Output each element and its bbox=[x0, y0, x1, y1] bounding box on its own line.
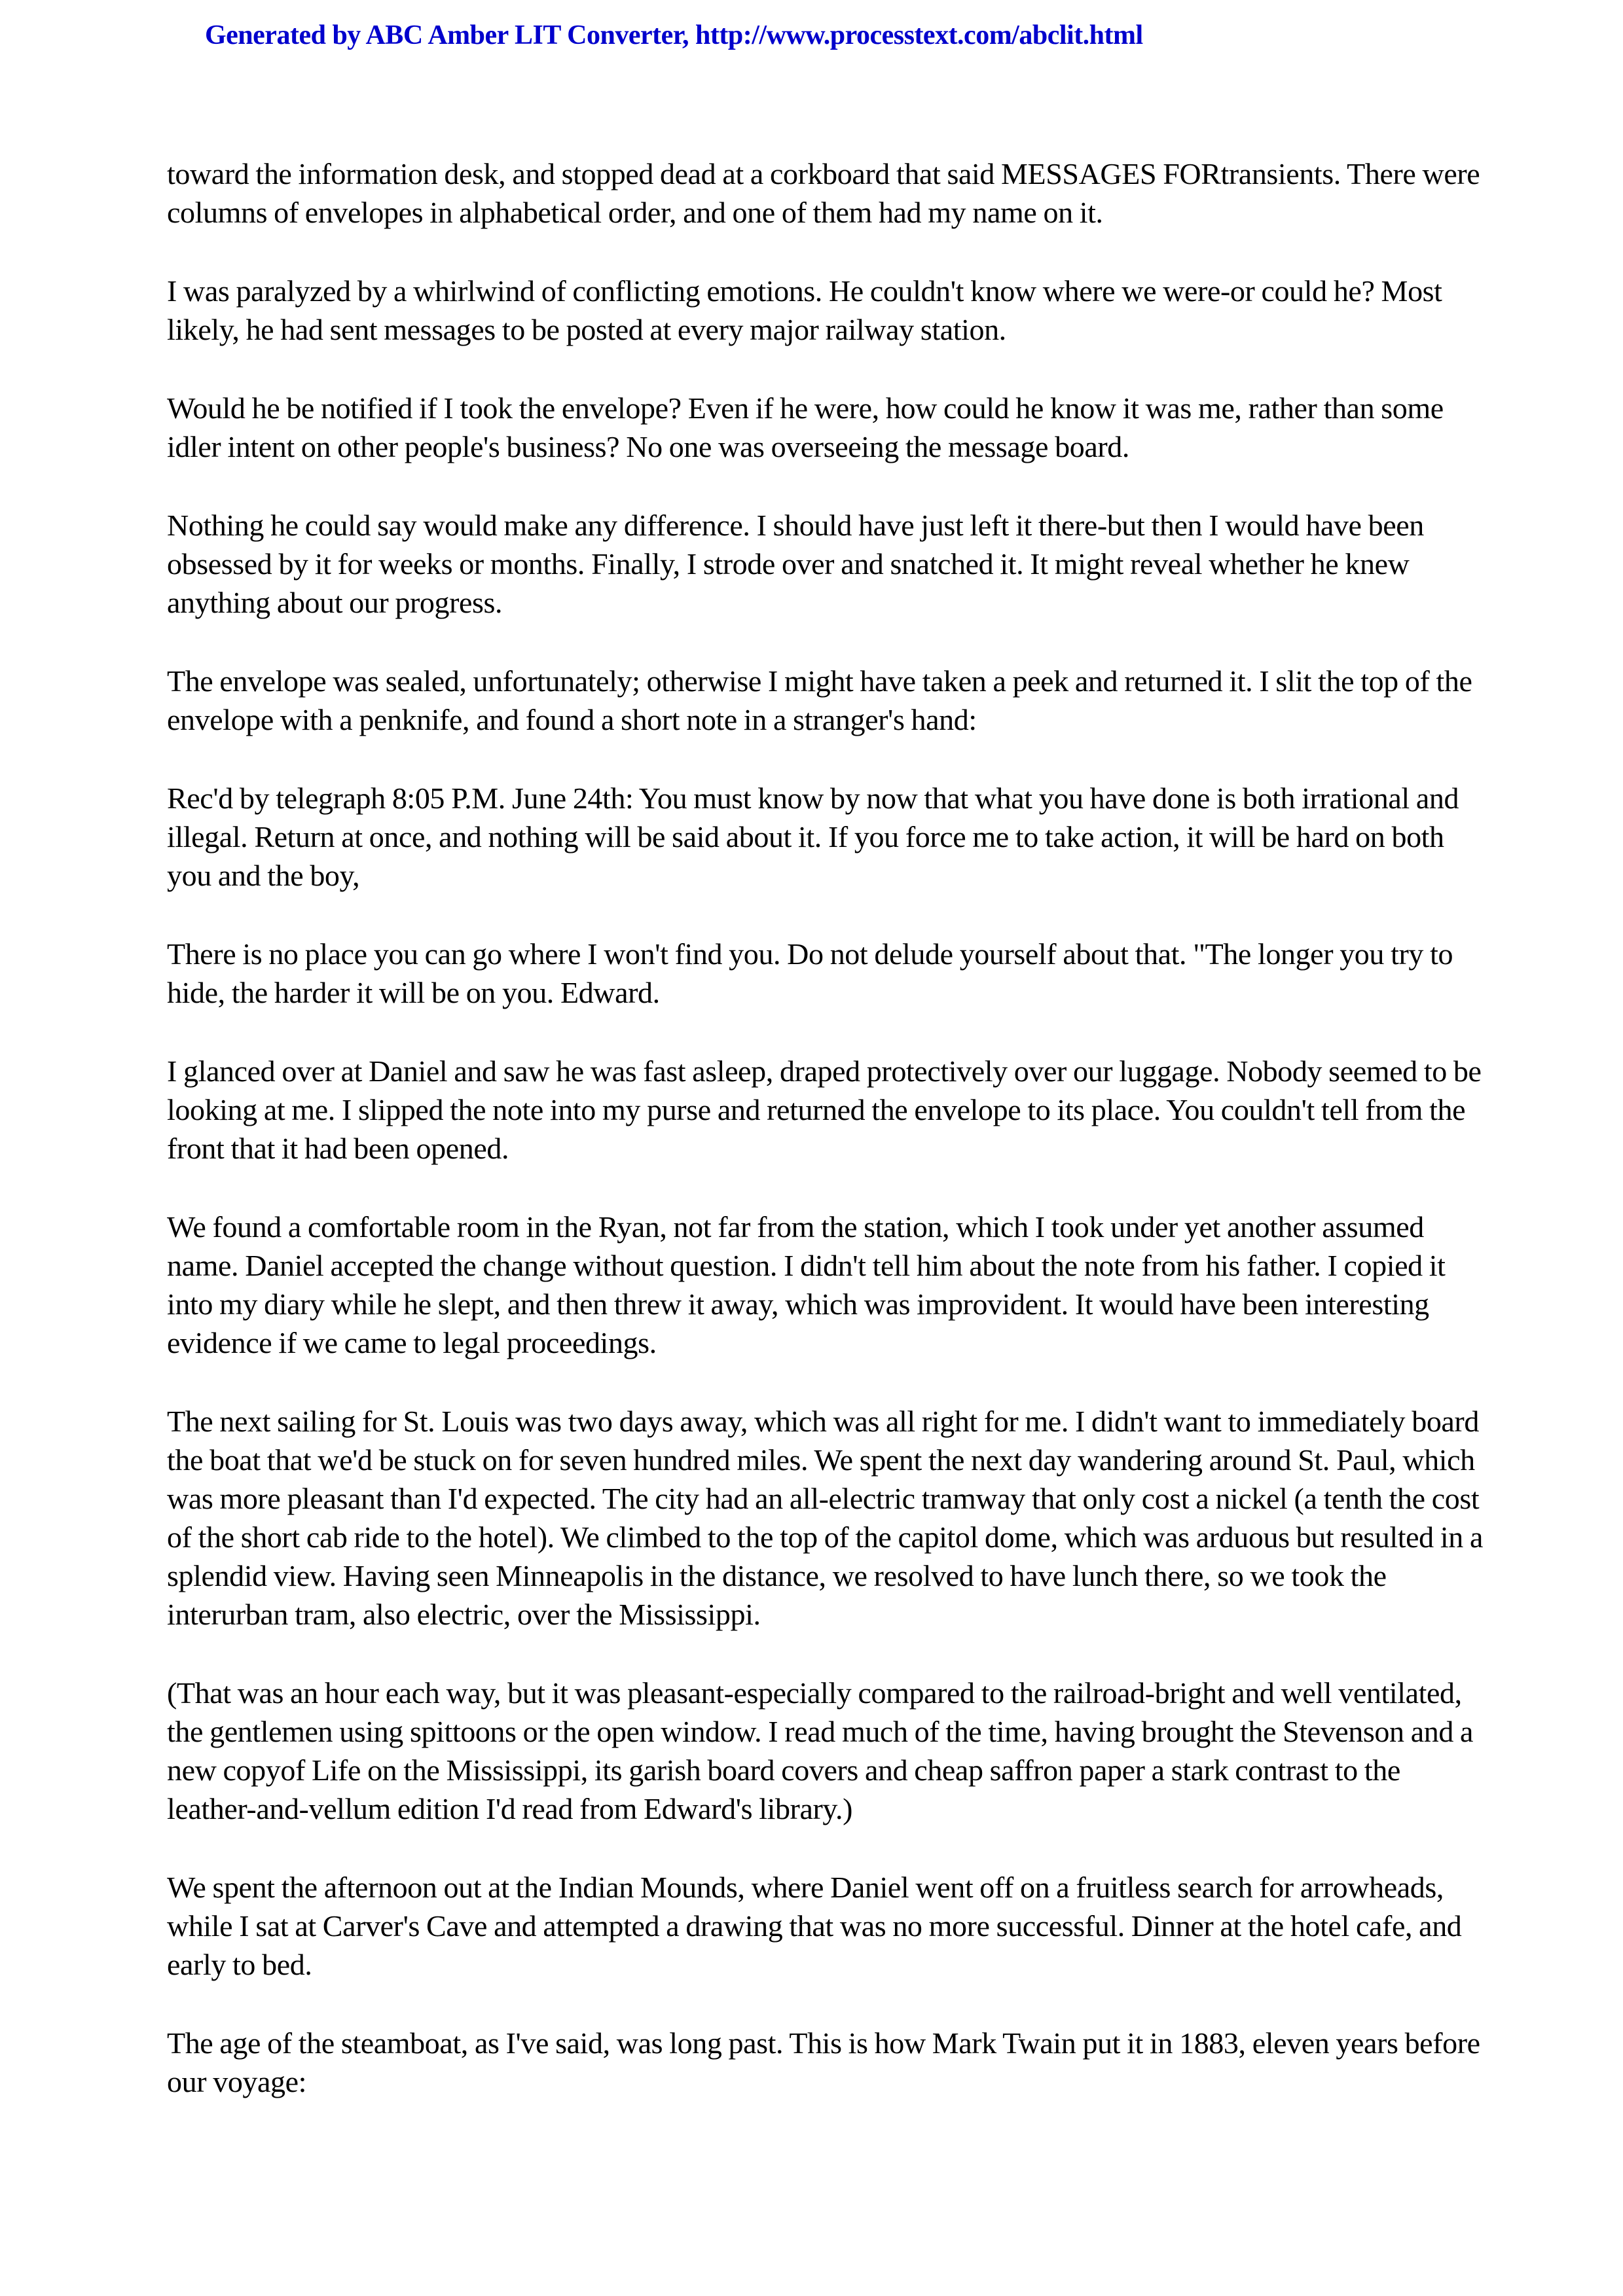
paragraph-6: Rec'd by telegraph 8:05 P.M. June 24th: You must know by now that what you have done is both irrational and illegal. Return at once, and nothing will be said about it. If you force me to take action, it will be hard on both you and the boy, bbox=[167, 781, 1459, 892]
paragraph-9: We found a comfortable room in the Ryan, not far from the station, which I took under yet another assumed name. Daniel accepted the change without question. I didn't tell him about the note from his father. I copied it into my diary while he slept, and then threw it away, which was improvident. It would have been interesting evidence if we came to legal proceedings. bbox=[167, 1210, 1446, 1359]
paragraph-7: There is no place you can go where I won't find you. Do not delude yourself about that. "The longer you try to hide, the harder it will be on you. Edward. bbox=[167, 937, 1453, 1009]
paragraph-12: We spent the afternoon out at the Indian Mounds, where Daniel went off on a fruitless search for arrowheads, while I sat at Carver's Cave and attempted a drawing that was no more successful. Dinner at the hotel cafe, and early to bed. bbox=[167, 1871, 1462, 1981]
paragraph-4: Nothing he could say would make any difference. I should have just left it there-but then I would have been obsessed by it for weeks or months. Finally, I strode over and snatched it. It might reveal whether he knew anything about our progress. bbox=[167, 509, 1424, 619]
paragraph-10: The next sailing for St. Louis was two days away, which was all right for me. I didn't want to immediately board the boat that we'd be stuck on for seven hundred miles. We spent the next day wandering around St. Paul, which was more pleasant than I'd expected. The city had an all-electric tramway that only cost a nickel (a tenth the cost of the short cab ride to the hotel). We climbed to the top of the capitol dome, which was arduous but resulted in a splendid view. Having seen Minneapolis in the distance, we resolved to have lunch there, so we took the interurban tram, also electric, over the Mississippi. bbox=[167, 1405, 1483, 1631]
converter-header: Generated by ABC Amber LIT Converter, http://www.processtext.com/abclit.html bbox=[205, 20, 1143, 50]
paragraph-1: toward the information desk, and stopped dead at a corkboard that said MESSAGES FORtransients. There were columns of envelopes in alphabetical order, and one of them had my name on it. bbox=[167, 157, 1480, 229]
document-body bbox=[167, 154, 1483, 2141]
paragraph-3: Would he be notified if I took the envelope? Even if he were, how could he know it was me, rather than some idler intent on other people's business? No one was overseeing the message board. bbox=[167, 391, 1444, 463]
paragraph-11: (That was an hour each way, but it was pleasant-especially compared to the railroad-bright and well ventilated, the gentlemen using spittoons or the open window. I read much of the time, having brought the Stevenson and a new copyof Life on the Mississippi, its garish board covers and cheap saffron paper a stark contrast to the leather-and-vellum edition I'd read from Edward's library.) bbox=[167, 1676, 1474, 1825]
paragraph-2: I was paralyzed by a whirlwind of conflicting emotions. He couldn't know where we were-or could he? Most likely, he had sent messages to be posted at every major railway station. bbox=[167, 274, 1442, 346]
paragraph-8: I glanced over at Daniel and saw he was fast asleep, draped protectively over our luggage. Nobody seemed to be looking at me. I slipped the note into my purse and returned the envelope to its place. You couldn't tell from the front that it had been opened. bbox=[167, 1054, 1482, 1165]
paragraph-5: The envelope was sealed, unfortunately; otherwise I might have taken a peek and returned it. I slit the top of the envelope with a penknife, and found a short note in a stranger's hand: bbox=[167, 664, 1472, 736]
paragraph-13: The age of the steamboat, as I've said, was long past. This is how Mark Twain put it in 1883, eleven years before our voyage: bbox=[167, 2026, 1480, 2098]
